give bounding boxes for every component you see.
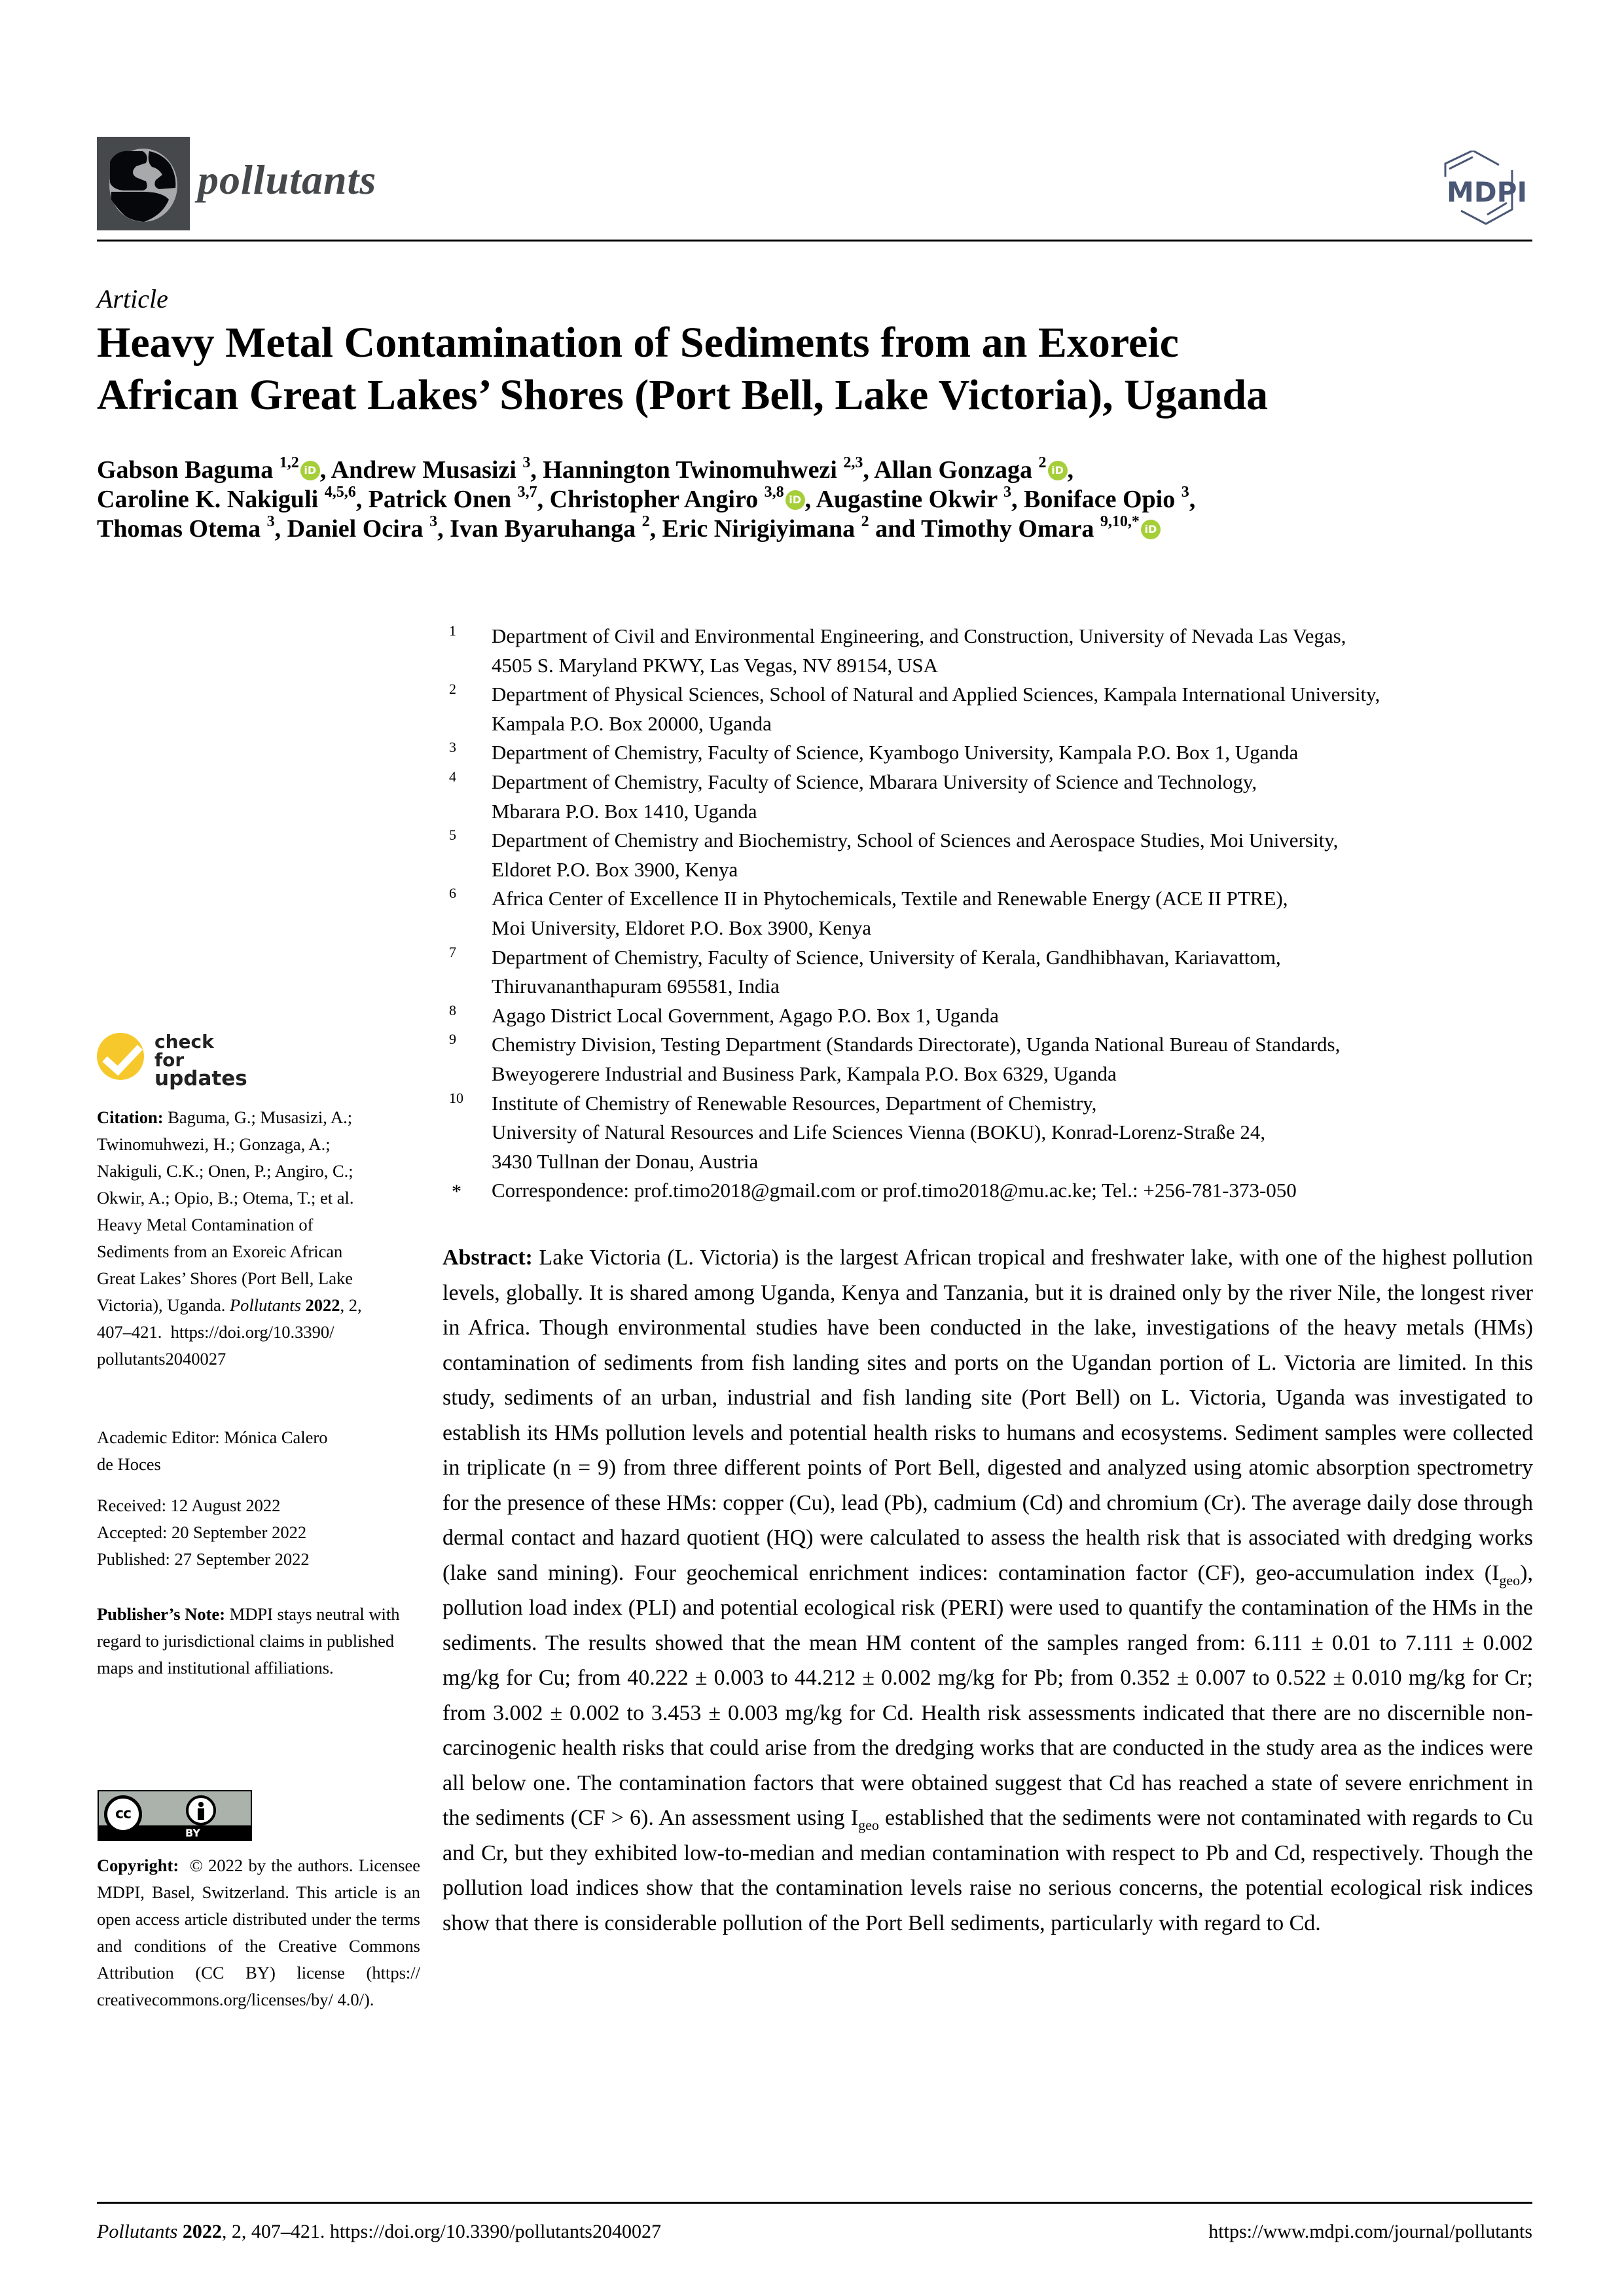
editor-line: Academic Editor: Mónica Calero <box>97 1427 328 1447</box>
publishers-note-label: Publisher’s Note: <box>97 1604 226 1624</box>
affiliation-line: Eldoret P.O. Box 3900, Kenya <box>492 857 738 881</box>
mdpi-logo <box>1407 151 1532 229</box>
check-updates-line2: updates <box>154 1067 247 1090</box>
affiliation-item <box>449 884 1536 942</box>
author-name: Patrick Onen <box>368 486 512 513</box>
citation-line: Sediments from an Exoreic African <box>97 1242 343 1261</box>
publishers-note-text: MDPI stays neutral with regard to jurisdictional claims in published maps and institutional affiliations. <box>97 1604 400 1677</box>
author-affiliation-sup: 2 <box>1038 454 1047 472</box>
header-rule <box>97 240 1532 242</box>
author-name: Allan Gonzaga <box>874 456 1033 484</box>
copyright-label: Copyright: <box>97 1856 179 1875</box>
published-date: Published: 27 September 2022 <box>97 1549 310 1569</box>
footer-doi[interactable]: , 2, 407–421. https://doi.org/10.3390/pollutants2040027 <box>221 2221 661 2242</box>
affiliation-item <box>449 622 1536 680</box>
correspondence-mark: * <box>452 1181 461 1203</box>
author-affiliation-sup: 2 <box>861 513 869 531</box>
author-separator: , <box>355 486 369 513</box>
dates-block <box>97 1492 419 1573</box>
abstract-text: established that the sediments were not contaminated with regards to Cu and Cr, but they exhibited low-to-median and median contamination with respect to Pb and Cd, respectively. Though the pollution load indices show that the contamination levels raise no serious concerns, the potential ecological risk indices show that there is considerable pollution of the Port Bell sediments, particularly with regard to Cd. <box>442 1806 1534 1935</box>
copyright-text: © 2022 by the authors. Licensee MDPI, Basel, Switzerland. This article is an open access article distributed under the terms and conditions of the Creative Commons Attribution (CC BY) license (https:// creativecommons.org/licenses/by/ 4.0/). <box>97 1856 421 2009</box>
author-affiliation-sup: 3,7 <box>517 484 537 501</box>
affiliation-number: 7 <box>449 943 456 960</box>
affiliation-line: 3430 Tullnan der Donau, Austria <box>492 1149 759 1173</box>
author-name: Augastine Okwir <box>816 486 998 513</box>
author-separator: , <box>1011 486 1024 513</box>
title-line-1: Heavy Metal Contamination of Sediments from an Exoreic <box>97 319 1179 367</box>
citation-line: Nakiguli, C.K.; Onen, P.; Angiro, C.; <box>97 1161 353 1181</box>
author-affiliation-sup: 3 <box>1181 484 1189 501</box>
check-icon <box>97 1033 144 1080</box>
affiliation-number: 10 <box>449 1089 463 1106</box>
author-name: Eric Nirigiyimana <box>662 515 856 543</box>
author-separator: , <box>649 515 662 543</box>
affiliations <box>449 622 1536 1206</box>
author-affiliation-sup: 3 <box>266 513 275 531</box>
author-affiliation-sup: 1,2 <box>279 454 299 472</box>
affiliation-number: 5 <box>449 827 456 844</box>
affiliation-line: Department of Chemistry, Faculty of Science, Mbarara University of Science and Technology, <box>492 770 1257 793</box>
author-name: Ivan Byaruhanga <box>450 515 636 543</box>
globe-icon <box>97 137 190 230</box>
affiliation-number: 8 <box>449 1001 456 1018</box>
orcid-icon[interactable]: iD <box>300 461 320 480</box>
citation-line: Baguma, G.; Musasizi, A.; <box>168 1107 353 1127</box>
affiliation-item <box>449 826 1536 884</box>
journal-name: pollutants <box>198 156 377 203</box>
abstract <box>442 1240 1533 1941</box>
affiliation-line: Bweyogerere Industrial and Business Park, Kampala P.O. Box 6329, Uganda <box>492 1062 1117 1085</box>
affiliation-item <box>449 1001 1536 1031</box>
footer-year: 2022 <box>182 2221 222 2242</box>
author-name: Boniface Opio <box>1024 486 1176 513</box>
author-name: Timothy Omara <box>921 515 1094 543</box>
footer-journal-url[interactable]: https://www.mdpi.com/journal/pollutants <box>1208 2221 1532 2242</box>
author-affiliation-sup: 3,8 <box>764 484 784 501</box>
academic-editor <box>97 1424 419 1478</box>
affiliation-line: Africa Center of Excellence II in Phytochemicals, Textile and Renewable Energy (ACE II PTRE), <box>492 887 1288 910</box>
author-name: Caroline K. Nakiguli <box>97 486 319 513</box>
check-updates-line1: check for <box>154 1031 214 1071</box>
check-for-updates-label <box>154 1033 247 1088</box>
citation-volume: , 2, <box>340 1295 362 1315</box>
author-affiliation-sup: 3 <box>1003 484 1012 501</box>
affiliation-line: Department of Physical Sciences, School of Natural and Applied Sciences, Kampala International University, <box>492 683 1380 706</box>
affiliation-number: 3 <box>449 739 456 756</box>
affiliation-line: Department of Chemistry, Faculty of Science, University of Kerala, Gandhibhavan, Kariavattom, <box>492 945 1281 969</box>
citation-line: Okwir, A.; Opio, B.; Otema, T.; et al. <box>97 1188 354 1208</box>
affiliation-item <box>449 680 1536 738</box>
citation-doi-link-cont[interactable]: pollutants2040027 <box>97 1349 226 1369</box>
author-name: Andrew Musasizi <box>331 456 516 484</box>
abstract-text: ), pollution load index (PLI) and potential ecological risk (PERI) were used to quantify the contamination of the HMs in the sediments. The results showed that the mean HM content of the samples ranged from: 6.111 ± 0.01 to 7.111 ± 0.002 mg/kg for Cu; from 40.222 ± 0.003 to 44.212 ± 0.002 mg/kg for Pb; from 0.352 ± 0.007 to 0.522 ± 0.010 mg/kg for Cr; from 3.002 ± 0.002 to 3.453 ± 0.003 mg/kg for Cd. Health risk assessments indicated that there are no discernible non-carcinogenic health risks that could arise from the dredging works that are conducted in the study area as the indices were all below one. The contamination factors that were obtained suggest that Cd has reached a state of severe enrichment in the sediments (CF > 6). An assessment using I <box>442 1560 1533 1830</box>
author-name: Christopher Angiro <box>549 486 759 513</box>
affiliation-number: 9 <box>449 1031 456 1048</box>
author-separator: , <box>437 515 450 543</box>
attribution-person-icon <box>186 1795 216 1825</box>
author-name: Daniel Ocira <box>287 515 424 543</box>
affiliation-line: Department of Chemistry, Faculty of Science, Kyambogo University, Kampala P.O. Box 1, Uganda <box>492 741 1299 764</box>
orcid-icon[interactable]: iD <box>1048 461 1068 480</box>
footer-citation <box>97 2221 661 2243</box>
article-type: Article <box>97 284 168 314</box>
copyright-block <box>97 1852 420 2013</box>
article-title <box>97 317 1537 422</box>
orcid-icon[interactable]: iD <box>785 490 805 510</box>
author-name: Hannington Twinomuhwezi <box>543 456 837 484</box>
author-separator: , <box>274 515 287 543</box>
author-affiliation-sup: 4,5,6 <box>324 484 356 501</box>
affiliation-line: Chemistry Division, Testing Department (Standards Directorate), Uganda National Bureau of Standards, <box>492 1033 1341 1056</box>
author-separator: , <box>319 456 331 484</box>
author-name: Gabson Baguma <box>97 456 274 484</box>
orcid-icon[interactable]: iD <box>1141 520 1161 539</box>
citation-line: Great Lakes’ Shores (Port Bell, Lake <box>97 1268 353 1288</box>
journal-logo <box>97 137 190 230</box>
author-separator: , <box>1067 456 1074 484</box>
mdpi-logo-text: MDPI <box>1447 176 1528 208</box>
correspondence <box>449 1176 1536 1206</box>
author-name: Thomas Otema <box>97 515 261 543</box>
abstract-text: Lake Victoria (L. Victoria) is the largest African tropical and freshwater lake, with one of the highest pollution levels, globally. It is shared among Uganda, Kenya and Tanzania, but it is drained only by the river Nile, the longest river in Africa. Though environmental studies have been conducted in the lake, investigations of the heavy metals (HMs) contamination of sediments from fish landing sites and ports on the Ugandan portion of L. Victoria are limited. In this study, sediments of an urban, industrial and fish landing site (Port Bell) on L. Victoria, Uganda was investigated to establish its HMs pollution levels and potential health risks to humans and ecosystems. Sediment samples were collected in triplicate (n = 9) from three different points of Port Bell, digested and analyzed using atomic absorption spectrometry for the presence of these HMs: copper (Cu), lead (Pb), cadmium (Cd) and chromium (Cr). The average daily dose through dermal contact and hazard quotient (HQ) were calculated to assess the health risk that is associated with dredging works (lake sand mining). Four geochemical enrichment indices: contamination factor (CF), geo-accumulation index (I <box>442 1246 1534 1585</box>
by-label: BY <box>185 1827 200 1839</box>
affiliation-line: Agago District Local Government, Agago P.O. Box 1, Uganda <box>492 1003 999 1027</box>
author-separator: , <box>804 486 816 513</box>
citation-year: 2022 <box>305 1295 340 1315</box>
received-date: Received: 12 August 2022 <box>97 1496 281 1515</box>
author-separator: and <box>869 515 922 543</box>
cc-by-license-badge[interactable] <box>98 1790 252 1841</box>
editor-line: de Hoces <box>97 1454 161 1474</box>
affiliation-line: Thiruvananthapuram 695581, India <box>492 975 780 998</box>
cc-icon: cc <box>104 1795 142 1833</box>
author-list <box>97 456 1537 544</box>
citation-label: Citation: <box>97 1107 164 1127</box>
citation-block <box>97 1104 419 1372</box>
affiliation-item <box>449 943 1536 1001</box>
author-affiliation-sup: 9,10,* <box>1100 513 1140 531</box>
accepted-date: Accepted: 20 September 2022 <box>97 1522 307 1542</box>
affiliation-item <box>449 1030 1536 1088</box>
affiliation-line: 4505 S. Maryland PKWY, Las Vegas, NV 89154, USA <box>492 653 938 677</box>
footer-rule <box>97 2202 1532 2204</box>
citation-line: Heavy Metal Contamination of <box>97 1215 314 1234</box>
subscript: geo <box>1499 1571 1521 1588</box>
affiliation-line: Moi University, Eldoret P.O. Box 3900, Kenya <box>492 916 872 939</box>
check-for-updates-button[interactable] <box>97 1031 247 1090</box>
correspondence-text[interactable]: Correspondence: prof.timo2018@gmail.com or prof.timo2018@mu.ac.ke; Tel.: +256-781-373-050 <box>492 1179 1297 1202</box>
citation-line: Victoria), Uganda. <box>97 1295 226 1315</box>
citation-doi-link[interactable]: https://doi.org/10.3390/ <box>170 1322 334 1342</box>
author-separator: , <box>530 456 543 484</box>
affiliation-line: Institute of Chemistry of Renewable Resources, Department of Chemistry, <box>492 1091 1097 1115</box>
affiliation-line: Mbarara P.O. Box 1410, Uganda <box>492 799 757 823</box>
abstract-label: Abstract: <box>442 1246 533 1270</box>
affiliation-number: 4 <box>449 768 456 785</box>
affiliation-line: Department of Chemistry and Biochemistry, School of Sciences and Aerospace Studies, Moi University, <box>492 829 1339 852</box>
affiliation-item <box>449 1089 1536 1177</box>
subscript: geo <box>858 1816 879 1833</box>
affiliation-line: University of Natural Resources and Life Sciences Vienna (BOKU), Konrad-Lorenz-Straße 24, <box>492 1121 1266 1144</box>
author-affiliation-sup: 2 <box>641 513 650 531</box>
citation-pages: 407–421. <box>97 1322 162 1342</box>
author-separator: , <box>863 456 875 484</box>
affiliation-number: 1 <box>449 622 456 639</box>
author-separator: , <box>537 486 550 513</box>
affiliation-line: Kampala P.O. Box 20000, Uganda <box>492 711 772 735</box>
affiliation-line: Department of Civil and Environmental Engineering, and Construction, University of Nevada Las Vegas, <box>492 624 1346 647</box>
citation-journal: Pollutants <box>229 1295 301 1315</box>
author-affiliation-sup: 3 <box>429 513 438 531</box>
author-separator: , <box>1189 486 1196 513</box>
affiliation-number: 6 <box>449 885 456 902</box>
author-affiliation-sup: 2,3 <box>843 454 863 472</box>
author-affiliation-sup: 3 <box>522 454 531 472</box>
affiliation-item <box>449 738 1536 768</box>
publishers-note <box>97 1601 411 1681</box>
affiliation-item <box>449 768 1536 826</box>
title-line-2: African Great Lakes’ Shores (Port Bell, Lake Victoria), Uganda <box>97 371 1269 419</box>
affiliation-number: 2 <box>449 681 456 698</box>
footer-journal: Pollutants <box>97 2221 178 2242</box>
citation-line: Twinomuhwezi, H.; Gonzaga, A.; <box>97 1134 331 1154</box>
